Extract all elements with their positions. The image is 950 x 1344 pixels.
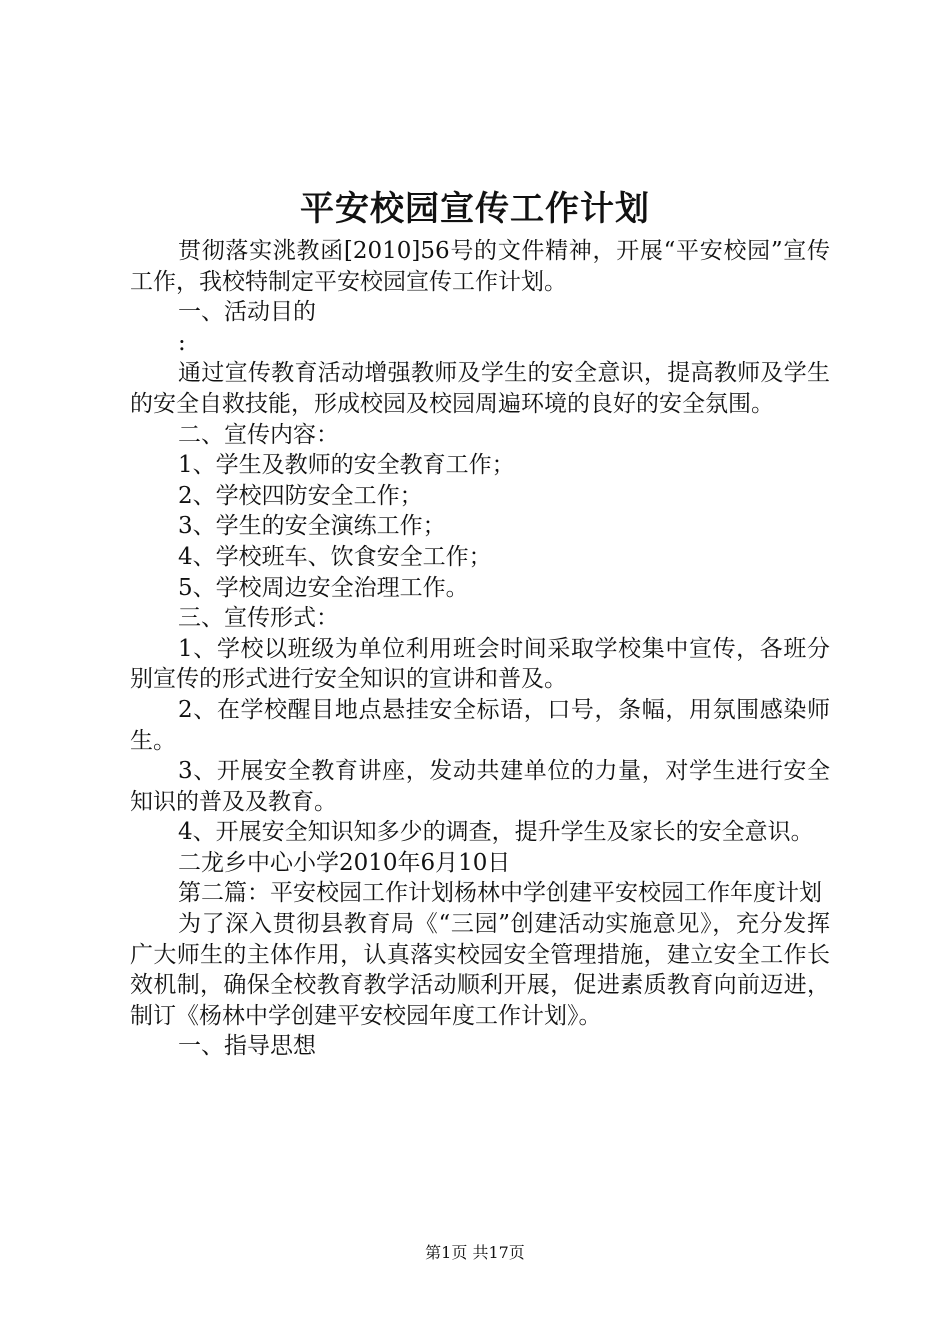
form-item-3: 3、开展安全教育讲座，发动共建单位的力量，对学生进行安全知识的普及及教育。 — [130, 758, 830, 815]
purpose-paragraph: 通过宣传教育活动增强教师及学生的安全意识，提高教师及学生的安全自救技能，形成校园及校园周遍环境的良好的安全氛围。 — [130, 360, 830, 417]
document-body — [130, 236, 830, 1062]
content-item-3: 3、学生的安全演练工作； — [178, 513, 446, 540]
page-footer: 第1页 共17页 — [425, 1243, 525, 1262]
form-item-1: 1、学校以班级为单位利用班会时间采取学校集中宣传，各班分别宣传的形式进行安全知识的宣讲和普及。 — [130, 635, 830, 693]
section-heading-purpose: 一、活动目的 — [178, 299, 316, 326]
content-item-2: 2、学校四防安全工作； — [178, 482, 423, 509]
content-item-1: 1、学生及教师的安全教育工作； — [178, 452, 515, 479]
content-item-4: 4、学校班车、饮食安全工作； — [178, 543, 492, 570]
second-article-intro: 为了深入贯彻县教育局《“三园”创建活动实施意见》，充分发挥广大师生的主体作用，认真落实校园安全管理措施，建立安全工作长效机制，确保全校教育教学活动顺利开展，促进素质教育向前迈进，制订《杨林中学创建平安校园年度工作计划》。 — [130, 911, 830, 1029]
section-heading-guidance: 一、指导思想 — [178, 1033, 316, 1060]
section-heading-content: 二、宣传内容： — [178, 421, 339, 448]
signature-date: 二龙乡中心小学2010年6月10日 — [178, 849, 511, 876]
document-title: 平安校园宣传工作计划 — [300, 189, 650, 229]
form-item-2: 2、在学校醒目地点悬挂安全标语，口号，条幅，用氛围感染师生。 — [130, 696, 830, 754]
second-article-heading: 第二篇：平安校园工作计划杨林中学创建平安校园工作年度计划 — [178, 880, 822, 907]
section-heading-form: 三、宣传形式： — [178, 605, 339, 632]
intro-paragraph: 贯彻落实洮教函[2010]56号的文件精神，开展“平安校园”宣传工作，我校特制定平安校园宣传工作计划。 — [130, 238, 830, 295]
colon-line: : — [178, 329, 186, 356]
content-item-5: 5、学校周边安全治理工作。 — [178, 574, 469, 601]
form-item-4: 4、开展安全知识知多少的调查，提升学生及家长的安全意识。 — [178, 819, 814, 846]
